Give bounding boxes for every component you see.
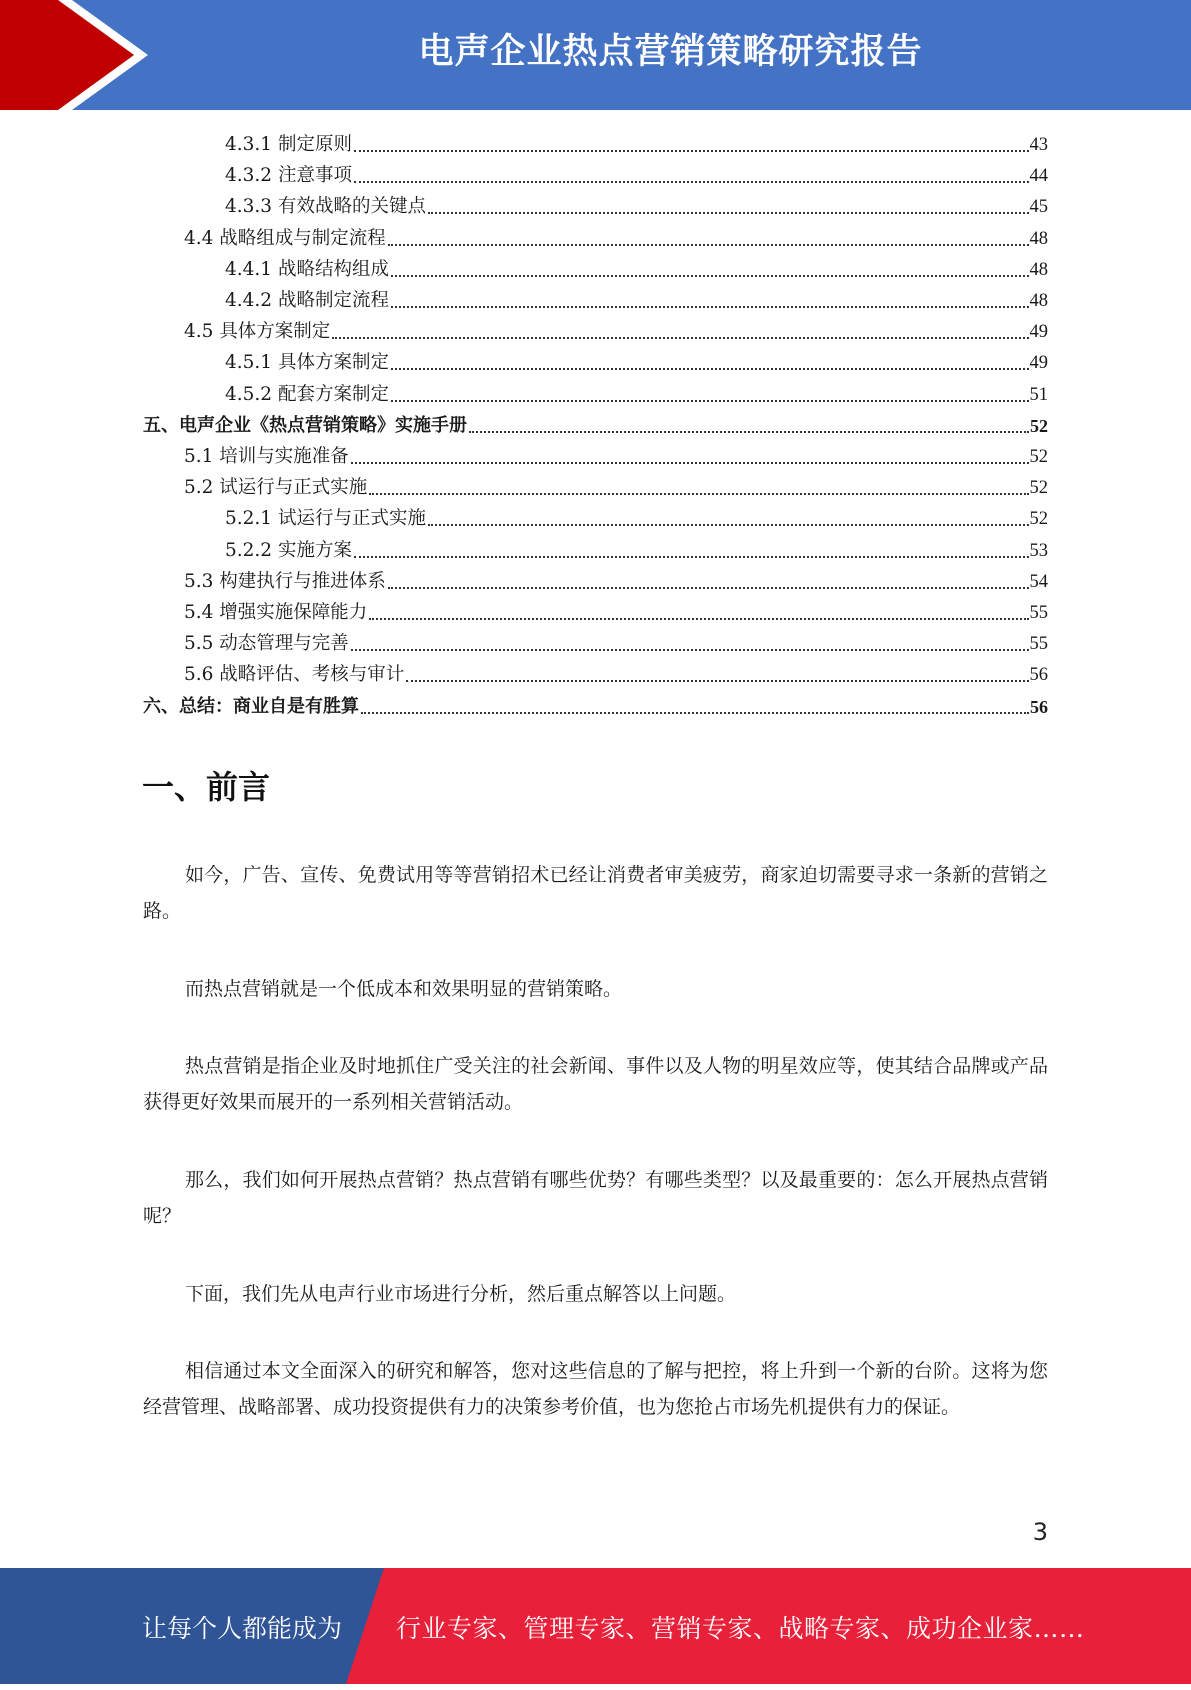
toc-entry-page: 53: [1029, 540, 1048, 561]
toc-dot-leader: [391, 274, 1029, 277]
toc-entry-page: 56: [1029, 665, 1048, 686]
toc-entry-label: 4.3.3 有效战略的关键点: [225, 196, 426, 218]
toc-dot-leader: [354, 149, 1029, 152]
page-header: [0, 0, 1191, 110]
toc-entry-page: 55: [1029, 634, 1048, 655]
toc-dot-leader: [391, 305, 1029, 308]
toc-dot-leader: [428, 211, 1029, 214]
toc-entry-page: 52: [1029, 447, 1048, 467]
paragraph-2: 而热点营销就是一个低成本和效果明显的营销策略。: [185, 978, 623, 1000]
toc-entry[interactable]: [225, 344, 1048, 375]
toc-entry-label: 5.5 动态管理与完善: [184, 633, 349, 655]
toc-entry-page: 49: [1029, 322, 1048, 343]
toc-entry[interactable]: [225, 500, 1048, 531]
toc-entry[interactable]: [225, 532, 1048, 563]
toc-dot-leader: [391, 367, 1029, 370]
paragraph-3: 热点营销是指企业及时地抓住广受关注的社会新闻、事件以及人物的明星效应等，使其结合品牌或产品获得更好效果而展开的一系列相关营销活动。: [143, 1055, 1048, 1113]
toc-dot-leader: [354, 555, 1029, 558]
paragraph-4: 那么，我们如何开展热点营销？热点营销有哪些优势？有哪些类型？以及最重要的：怎么开展热点营销呢？: [143, 1169, 1048, 1227]
toc-entry-page: 44: [1029, 166, 1048, 187]
toc-entry[interactable]: [184, 563, 1048, 594]
toc-entry[interactable]: [184, 220, 1048, 251]
toc-entry-page: 48: [1029, 259, 1048, 280]
toc-entry-label: 5.2.1 试运行与正式实施: [225, 508, 426, 530]
footer-slogan-left: 让每个人都能成为: [142, 1614, 343, 1643]
toc-entry-label: 4.4 战略组成与制定流程: [184, 227, 386, 249]
paragraph-5: 下面，我们先从电声行业市场进行分析，然后重点解答以上问题。: [185, 1283, 737, 1305]
toc-entry-page: 52: [1029, 509, 1048, 530]
toc-dot-leader: [332, 336, 1028, 339]
toc-dot-leader: [388, 243, 1029, 246]
toc-entry-page: 56: [1030, 696, 1048, 717]
toc-entry-page: 45: [1029, 197, 1048, 218]
toc-entry[interactable]: [225, 188, 1048, 219]
toc-entry[interactable]: [184, 438, 1048, 469]
toc-entry-label: 5.2.2 实施方案: [225, 539, 352, 561]
toc-entry-page: 55: [1029, 603, 1048, 623]
page-number: 3: [1032, 1518, 1048, 1546]
toc-dot-leader: [428, 523, 1029, 526]
toc-dot-leader: [354, 180, 1029, 183]
paragraph-1: 如今，广告、宣传、免费试用等等营销招术已经让消费者审美疲劳，商家迫切需要寻求一条新的营销之路。: [143, 864, 1048, 922]
toc-entry-page: 49: [1029, 353, 1048, 374]
toc-dot-leader: [351, 648, 1029, 651]
toc-entry[interactable]: [143, 688, 1048, 719]
toc-entry[interactable]: [184, 469, 1048, 500]
toc-entry-label: 4.5.1 具体方案制定: [225, 352, 389, 374]
toc-dot-leader: [369, 617, 1028, 620]
paragraph-6: 相信通过本文全面深入的研究和解答，您对这些信息的了解与把控，将上升到一个新的台阶。这将为您经营管理、战略部署、成功投资提供有力的决策参考价值，也为您抢占市场先机提供有力的保证。: [143, 1360, 1048, 1418]
toc-entry[interactable]: [225, 376, 1048, 407]
toc-entry-label: 4.4.1 战略结构组成: [225, 258, 389, 280]
toc-entry-label: 5.3 构建执行与推进体系: [184, 570, 386, 592]
toc-entry[interactable]: [225, 157, 1048, 188]
toc-dot-leader: [469, 430, 1029, 433]
toc-dot-leader: [388, 586, 1029, 589]
toc-entry-label: 5.4 增强实施保障能力: [184, 602, 368, 623]
toc-entry-page: 54: [1029, 571, 1048, 592]
toc-entry[interactable]: [184, 625, 1048, 656]
toc-entry-label: 六、总结：商业自是有胜算: [143, 695, 359, 717]
toc-dot-leader: [406, 679, 1028, 682]
toc-entry[interactable]: [184, 594, 1048, 625]
toc-entry-label: 4.5.2 配套方案制定: [225, 383, 389, 405]
toc-dot-leader: [391, 399, 1029, 402]
toc-entry[interactable]: [225, 251, 1048, 282]
toc-entry[interactable]: [225, 282, 1048, 313]
toc-entry-page: 48: [1029, 228, 1048, 249]
toc-entry-label: 4.3.2 注意事项: [225, 165, 352, 187]
page-footer: [0, 1568, 1191, 1684]
toc-entry-page: 52: [1029, 478, 1048, 499]
toc-entry-label: 5.1 培训与实施准备: [184, 446, 349, 467]
toc-entry-page: 48: [1029, 291, 1048, 311]
toc-entry[interactable]: [184, 313, 1048, 344]
toc-dot-leader: [351, 461, 1029, 464]
toc-entry-label: 4.5 具体方案制定: [184, 321, 331, 343]
toc-entry[interactable]: [184, 656, 1048, 687]
toc-entry[interactable]: [225, 126, 1048, 157]
section-heading: 一、前言: [142, 768, 271, 806]
toc-dot-leader: [369, 492, 1028, 495]
report-title: 电声企业热点营销策略研究报告: [418, 32, 923, 72]
toc-entry-page: 52: [1030, 415, 1048, 436]
toc-entry-label: 五、电声企业《热点营销策略》实施手册: [143, 414, 467, 436]
toc-entry[interactable]: [143, 407, 1048, 438]
footer-slogan-right: 行业专家、管理专家、营销专家、战略专家、成功企业家……: [396, 1614, 1085, 1643]
toc-entry-label: 4.4.2 战略制定流程: [225, 290, 389, 311]
toc-entry-page: 51: [1029, 384, 1048, 405]
toc-entry-page: 43: [1029, 135, 1048, 155]
toc-entry-label: 4.3.1 制定原则: [225, 134, 352, 155]
toc-dot-leader: [361, 711, 1029, 714]
toc-entry-label: 5.6 战略评估、考核与审计: [184, 664, 405, 686]
toc-entry-label: 5.2 试运行与正式实施: [184, 477, 368, 499]
